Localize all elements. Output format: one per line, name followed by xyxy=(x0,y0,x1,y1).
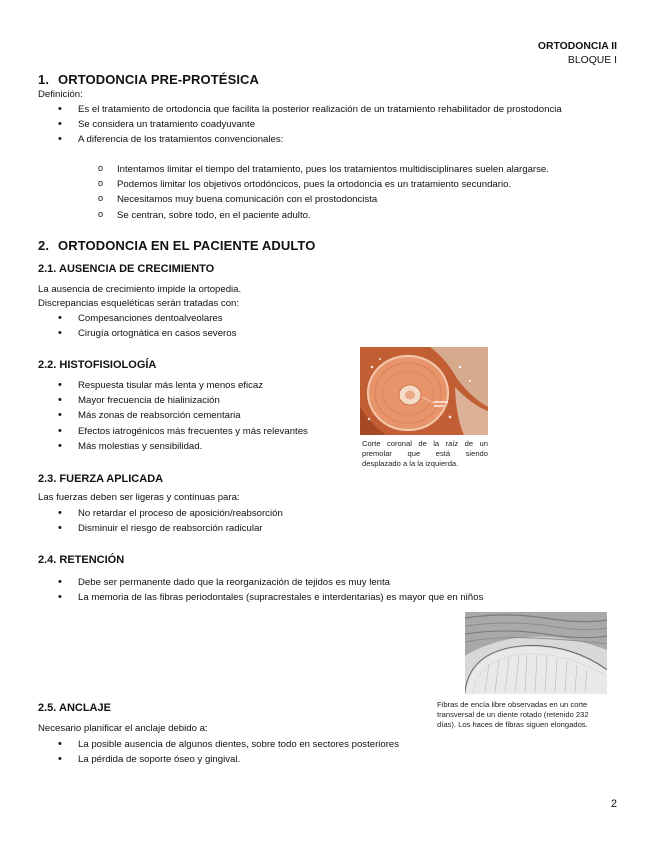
list-item: • Mayor frecuencia de hialinización xyxy=(38,393,308,408)
definition-label: Definición: xyxy=(38,89,83,100)
s24-bullets xyxy=(38,575,638,605)
list-item: • Más zonas de reabsorción cementaria xyxy=(38,408,308,423)
list-item: • Más molestias y sensibilidad. xyxy=(38,439,308,454)
page-number: 2 xyxy=(610,798,617,810)
micrograph-figure-caption: Fibras de encía libre observadas en un corte transversal de un diente rotado (retenido 232 días). Los haces de fibras siguen elongados. xyxy=(437,700,589,729)
list-item: o Necesitamos muy buena comunicación con el prostodoncista xyxy=(98,192,628,207)
list-item: o Se centran, sobre todo, en el paciente adulto. xyxy=(98,208,628,223)
subsection-2-1-heading: 2.1. AUSENCIA DE CRECIMIENTO xyxy=(38,263,215,275)
section-1-bullets xyxy=(38,102,617,148)
histology-image xyxy=(360,347,488,435)
section-1-sub-bullets xyxy=(98,162,628,223)
header-block: BLOQUE I xyxy=(567,55,617,66)
s23-intro: Las fuerzas deben ser ligeras y continuas para: xyxy=(38,492,240,503)
list-item: • Efectos iatrogénicos más frecuentes y más relevantes xyxy=(38,424,308,439)
s21-line-2: Discrepancias esqueléticas serán tratadas con: xyxy=(38,298,240,309)
section-2-number: 2. xyxy=(38,238,50,253)
list-item: • Cirugía ortognática en casos severos xyxy=(38,326,236,341)
list-item: o Podemos limitar los objetivos ortodóncicos, pues la ortodoncia es un tratamiento secundario. xyxy=(98,177,628,192)
histology-figure xyxy=(360,347,488,435)
subsection-2-3-heading: 2.3. FUERZA APLICADA xyxy=(38,473,164,485)
list-item: • La memoria de las fibras periodontales (supracrestales e interdentarias) es mayor que en niños xyxy=(38,590,638,605)
list-item: • Disminuir el riesgo de reabsorción radicular xyxy=(38,521,283,536)
list-item: • Compesanciones dentoalveolares xyxy=(38,311,236,326)
s25-intro: Necesario planificar el anclaje debido a: xyxy=(38,723,208,734)
micrograph-image xyxy=(465,612,607,694)
list-item: • Se considera un tratamiento coadyuvante xyxy=(38,117,617,132)
histology-figure-caption: Corte coronal de la raíz de un premolar que está siendo desplazado a la la izquierda. xyxy=(362,439,488,468)
s21-bullets xyxy=(38,311,236,341)
subsection-2-2-heading: 2.2. HISTOFISIOLOGÍA xyxy=(38,359,157,371)
header-subject: ORTODONCIA II xyxy=(537,41,617,52)
s22-bullets xyxy=(38,378,308,454)
subsection-2-4-heading: 2.4. RETENCIÓN xyxy=(38,554,125,566)
subsection-2-5-heading: 2.5. ANCLAJE xyxy=(38,702,111,714)
section-2-heading xyxy=(38,236,315,256)
list-item: • No retardar el proceso de aposición/reabsorción xyxy=(38,506,283,521)
list-item: • Respuesta tisular más lenta y menos eficaz xyxy=(38,378,308,393)
s23-bullets xyxy=(38,506,283,536)
section-2-title: ORTODONCIA EN EL PACIENTE ADULTO xyxy=(58,238,316,253)
s25-bullets xyxy=(38,737,399,767)
list-item: • Debe ser permanente dado que la reorganización de tejidos es muy lenta xyxy=(38,575,638,590)
list-item: • La pérdida de soporte óseo y gingival. xyxy=(38,752,399,767)
list-item: o Intentamos limitar el tiempo del tratamiento, pues los tratamientos multidisciplinares suelen alargarse. xyxy=(98,162,628,177)
micrograph-figure xyxy=(465,612,607,694)
list-item: • Es el tratamiento de ortodoncia que facilita la posterior realización de un tratamiento rehabilitador de prostodoncia xyxy=(38,102,617,117)
document-header xyxy=(538,40,617,68)
section-1-title: ORTODONCIA PRE-PROTÉSICA xyxy=(58,72,260,87)
s21-line-1: La ausencia de crecimiento impide la ortopedia. xyxy=(38,284,242,295)
list-item: • La posible ausencia de algunos dientes, sobre todo en sectores posteriores xyxy=(38,737,399,752)
list-item: • A diferencia de los tratamientos convencionales: xyxy=(38,132,617,147)
section-1-number: 1. xyxy=(38,72,50,87)
